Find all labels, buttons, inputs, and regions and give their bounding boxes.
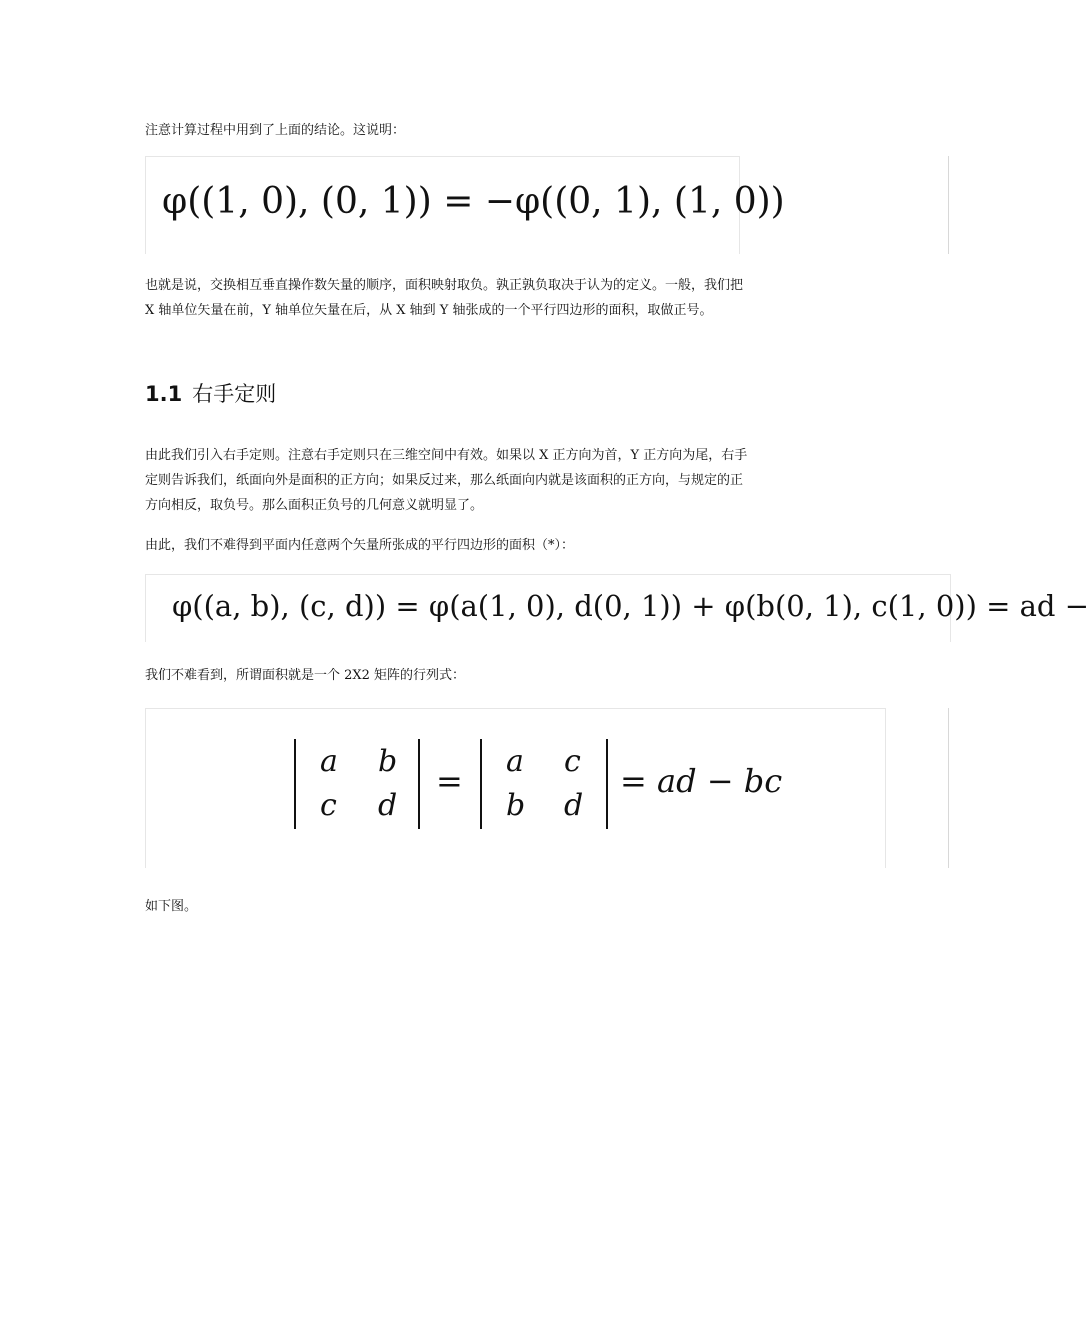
section-title: 右手定则	[192, 382, 277, 406]
matrix-entry: c	[564, 744, 581, 779]
paragraph-right-hand-rule	[145, 443, 810, 518]
matrix-entry: b	[378, 744, 398, 779]
paragraph-line: 也就是说，交换相互垂直操作数矢量的顺序，面积映射取负。孰正孰负取决于认为的定义。一般，我们把	[145, 278, 744, 293]
formula-image-swap	[145, 156, 785, 254]
section-number: 1.1	[145, 382, 183, 406]
matrix-entry: b	[506, 788, 526, 823]
page-edge-line	[948, 156, 949, 254]
page-edge-line	[948, 708, 949, 868]
matrix-entry: d	[564, 788, 584, 823]
paragraph-orientation	[145, 273, 810, 323]
matrix-entry: d	[378, 788, 398, 823]
paragraph-text: 由此，我们不难得到平面内任意两个矢量所张成的平行四边形的面积（*）：	[145, 538, 575, 553]
equals-sign: =	[436, 762, 463, 800]
paragraph-line: 方向相反，取负号。那么面积正负号的几何意义就明显了。	[145, 498, 484, 513]
paragraph-area-formula-intro	[145, 533, 810, 558]
section-heading	[145, 378, 276, 408]
formula-area-text: φ((a, b), (c, d)) = φ(a(1, 0), d(0, 1)) + φ(b(0, 1), c(1, 0)) = ad −	[172, 589, 1089, 623]
determinant-right	[480, 739, 608, 829]
paragraph-determinant-intro	[145, 663, 810, 688]
paragraph-text: 我们不难看到，所谓面积就是一个 2X2 矩阵的行列式：	[145, 668, 466, 683]
formula-image-determinant	[145, 708, 886, 868]
paragraph-text: 如下图。	[145, 899, 198, 914]
matrix-entry: a	[320, 744, 338, 779]
paragraph-line: 由此我们引入右手定则。注意右手定则只在三维空间中有效。如果以 X 正方向为首，Y 正方向为尾，右手	[145, 448, 748, 463]
formula-swap-text: φ((1, 0), (0, 1)) = −φ((0, 1), (1, 0))	[162, 181, 785, 222]
paragraph-line: 定则告诉我们，纸面向外是面积的正方向；如果反过来，那么纸面向内就是该面积的正方向，与规定的正	[145, 473, 744, 488]
paragraph-see-figure	[145, 894, 810, 919]
paragraph-text: 注意计算过程中用到了上面的结论。这说明：	[145, 123, 406, 138]
paragraph-intro	[145, 118, 810, 143]
paragraph-line: X 轴单位矢量在前，Y 轴单位矢量在后，从 X 轴到 Y 轴张成的一个平行四边形的面积，取做正号。	[145, 303, 713, 318]
formula-image-area	[145, 574, 1089, 642]
matrix-entry: a	[506, 744, 524, 779]
determinant-left	[294, 739, 420, 829]
matrix-entry: c	[320, 788, 337, 823]
determinant-result: = ad − bc	[620, 762, 783, 800]
